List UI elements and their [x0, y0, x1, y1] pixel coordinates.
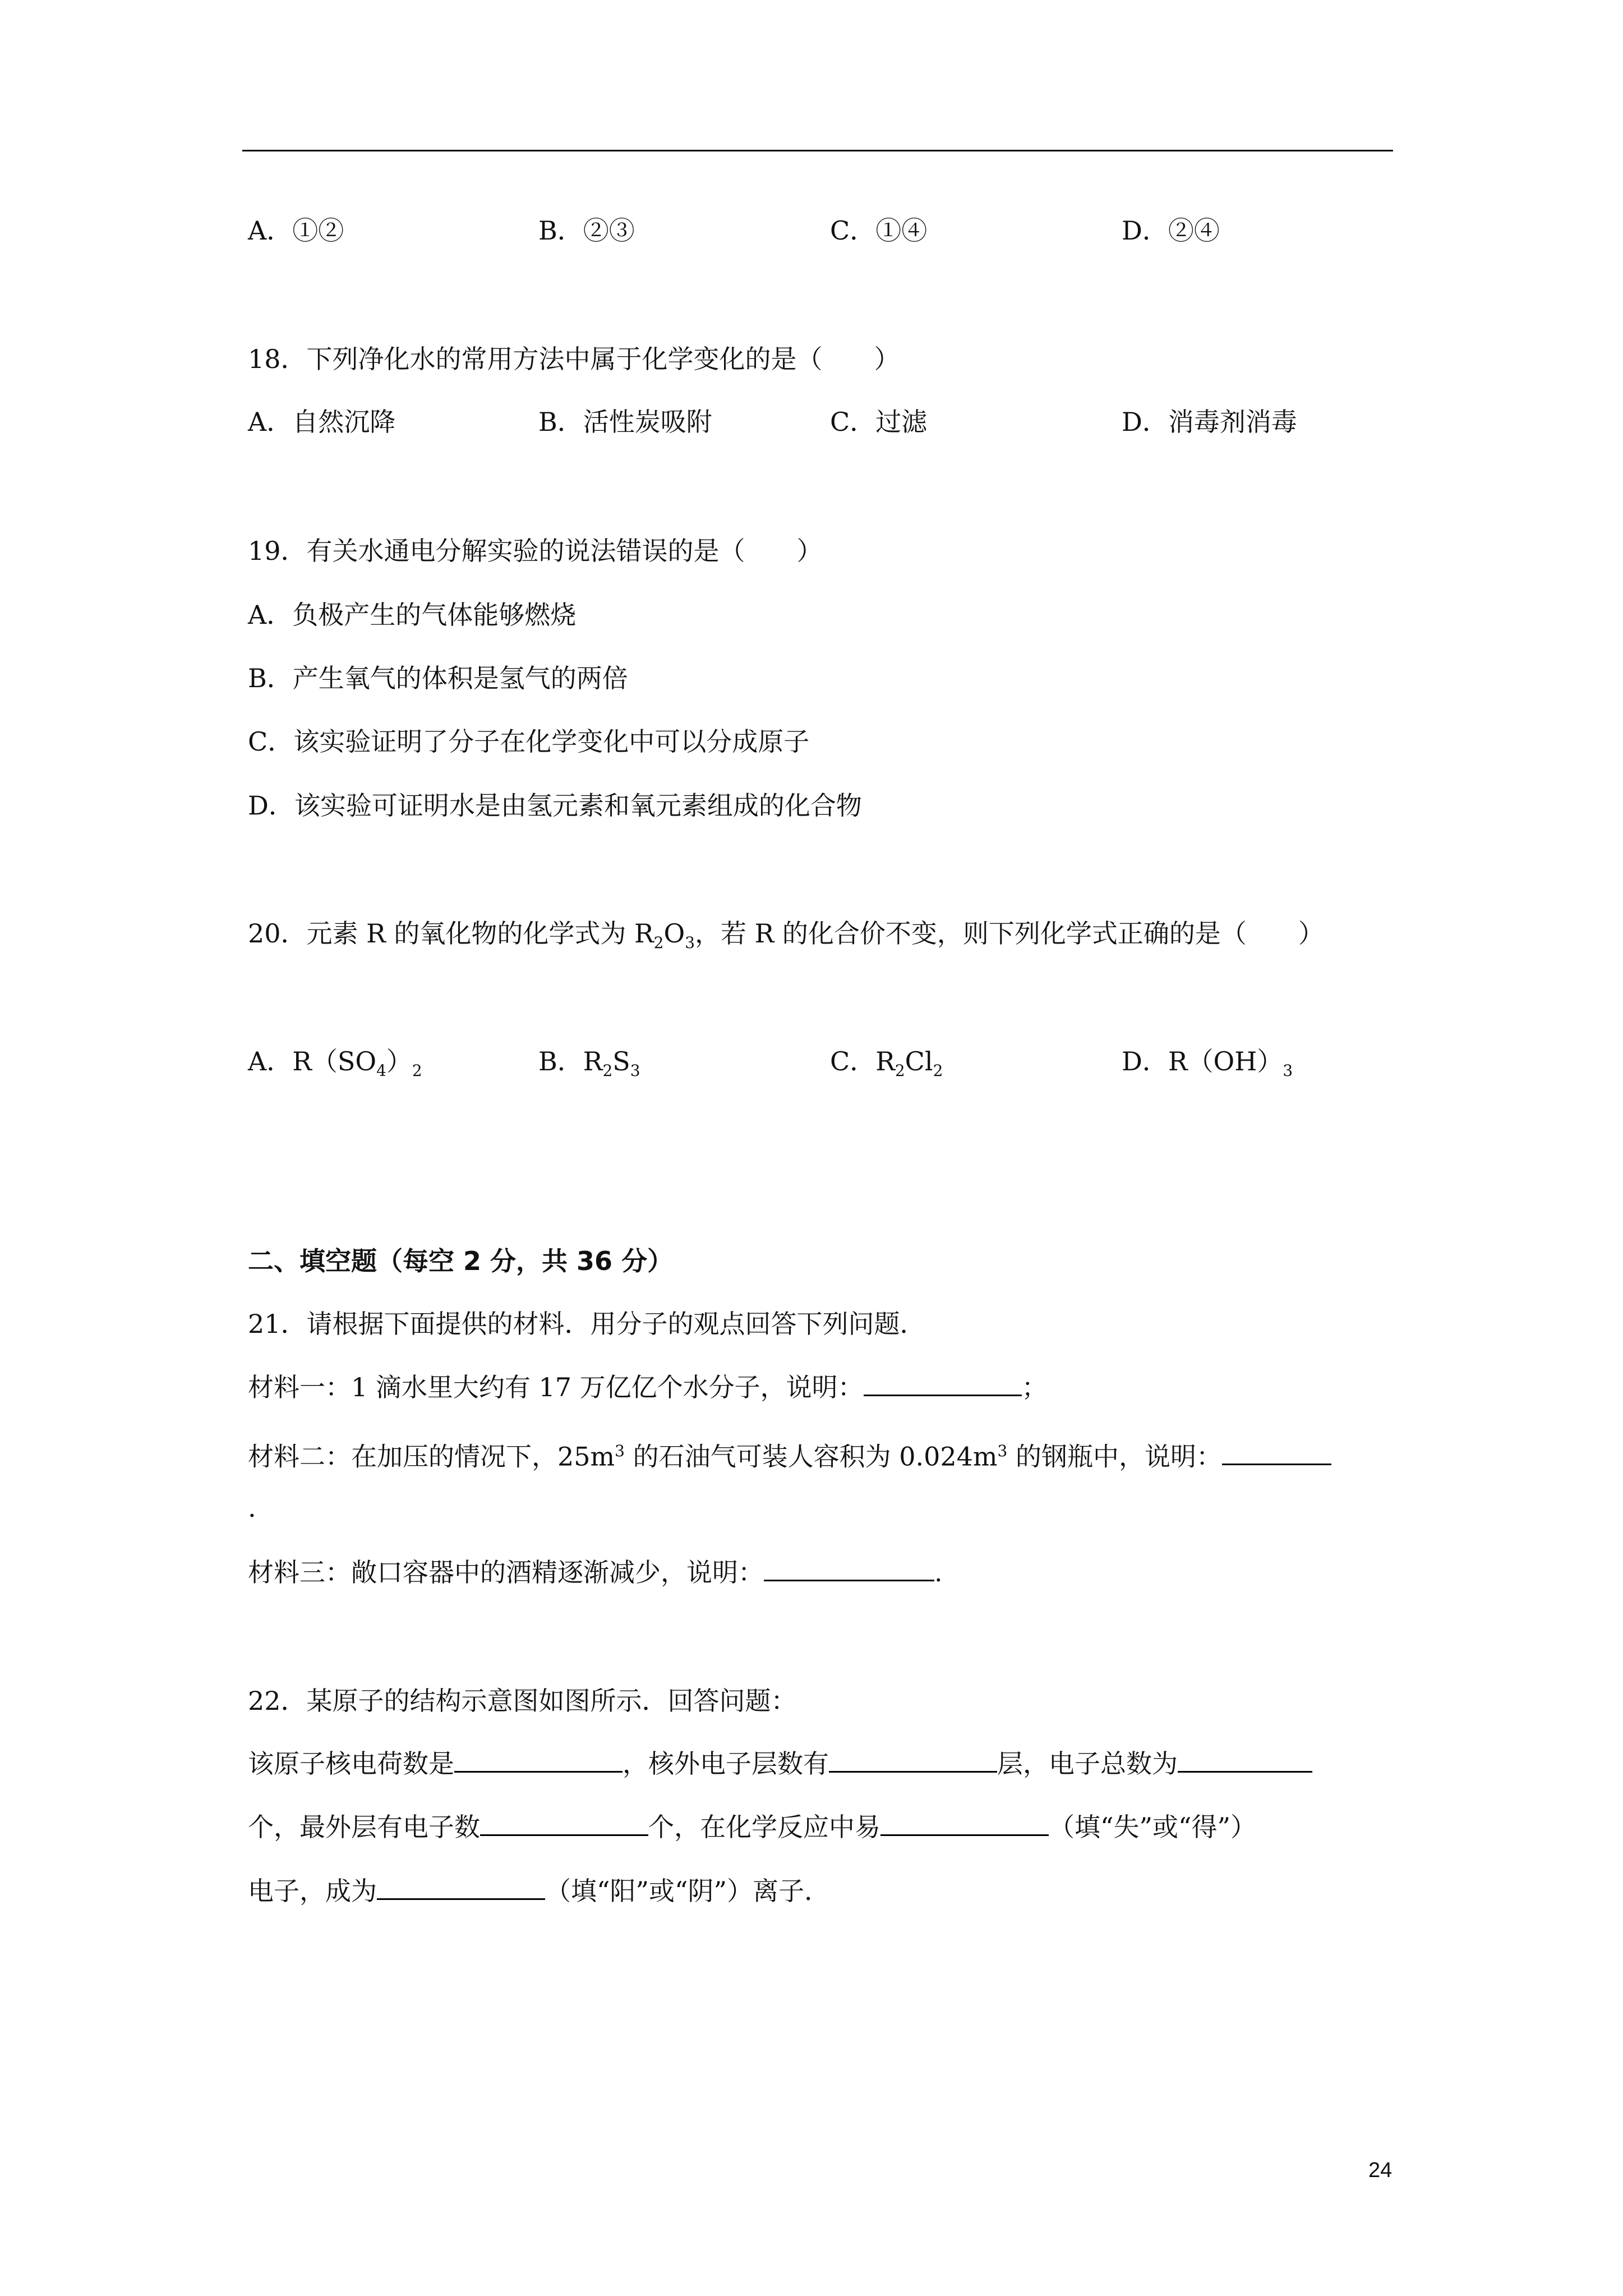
material-text: 的石油气可装人容积为 0.024m [624, 1441, 998, 1472]
material-text: 的钢瓶中，说明： [1007, 1441, 1222, 1472]
q18-option-d: D．消毒剂消毒 [1122, 407, 1297, 437]
page-number: 24 [1368, 2159, 1393, 2182]
formula-part: A．R（SO [248, 1046, 377, 1076]
punctuation: . [934, 1557, 943, 1588]
material-text: 材料一：1 滴水里大约有 17 万亿亿个水分子，说明： [248, 1372, 864, 1402]
subscript: 3 [1283, 1061, 1293, 1080]
subscript: 4 [376, 1061, 386, 1080]
answer-blank[interactable] [1222, 1439, 1331, 1465]
formula-part: C．R [830, 1046, 895, 1076]
punctuation: ； [1021, 1372, 1048, 1402]
question-text: （填“失”或“得”） [1049, 1812, 1257, 1842]
section-heading: 二、填空题（每空 2 分，共 36 分） [248, 1246, 674, 1276]
answer-blank[interactable] [480, 1810, 648, 1836]
answer-blank[interactable] [829, 1746, 997, 1773]
question-text: ，核外电子层数有 [623, 1749, 829, 1779]
q22-line-1 [248, 1746, 1312, 1780]
answer-blank[interactable] [864, 1370, 1022, 1396]
subscript: 2 [895, 1061, 905, 1080]
q22-stem: 22．某原子的结构示意图如图所示．回答问题： [248, 1686, 797, 1716]
q21-material-2-end: . [248, 1493, 256, 1523]
subscript: 2 [933, 1061, 943, 1080]
formula-part: ） [386, 1046, 412, 1076]
q20-option-c [830, 1045, 943, 1088]
q20-stem-part: O [663, 918, 685, 949]
q20-stem [248, 917, 1324, 960]
q18-stem: 18．下列净化水的常用方法中属于化学变化的是（ ） [248, 344, 900, 374]
q17-option-d: D．②④ [1122, 215, 1220, 246]
question-text: 该原子核电荷数是 [248, 1749, 454, 1779]
question-text: 层，电子总数为 [997, 1749, 1178, 1779]
subscript: 3 [630, 1061, 640, 1080]
question-text: （填“阳”或“阴”）离子． [545, 1876, 831, 1906]
header-rule [242, 150, 1393, 151]
formula-part: D．R（OH） [1122, 1046, 1283, 1076]
answer-blank[interactable] [377, 1874, 545, 1900]
subscript: 3 [685, 933, 695, 953]
formula-part: Cl [905, 1046, 933, 1076]
answer-blank[interactable] [880, 1810, 1049, 1836]
question-text: 电子，成为 [248, 1876, 377, 1906]
subscript: 2 [653, 933, 664, 953]
q19-option-a: A．负极产生的气体能够燃烧 [248, 600, 577, 630]
question-text: 个，最外层有电子数 [248, 1812, 480, 1842]
q20-option-b [538, 1045, 640, 1088]
q17-option-b: B．②③ [538, 215, 635, 246]
q20-option-a [248, 1045, 422, 1088]
material-text: 材料二：在加压的情况下，25m [248, 1441, 615, 1472]
q21-material-3 [248, 1555, 943, 1589]
q20-stem-part: 20．元素 R 的氧化物的化学式为 R [248, 918, 654, 949]
q21-material-2 [248, 1434, 1331, 1473]
superscript: 3 [997, 1442, 1008, 1460]
q19-stem: 19．有关水通电分解实验的说法错误的是（ ） [248, 536, 823, 566]
answer-blank[interactable] [1178, 1746, 1312, 1773]
q18-option-c: C．过滤 [830, 407, 928, 437]
q17-option-c: C．①④ [830, 215, 928, 246]
q17-option-a: A．①② [248, 215, 344, 246]
q22-line-3 [248, 1874, 830, 1908]
q19-option-d: D．该实验可证明水是由氢元素和氧元素组成的化合物 [248, 790, 862, 821]
q21-material-1 [248, 1370, 1048, 1404]
superscript: 3 [615, 1442, 625, 1460]
formula-part: B．R [538, 1046, 603, 1076]
q22-line-2 [248, 1810, 1256, 1844]
q20-option-d [1122, 1045, 1293, 1088]
q20-stem-part: ，若 R 的化合价不变，则下列化学式正确的是（ ） [695, 918, 1324, 949]
q18-option-b: B．活性炭吸附 [538, 407, 712, 437]
q19-option-c: C．该实验证明了分子在化学变化中可以分成原子 [248, 726, 810, 757]
answer-blank[interactable] [454, 1746, 623, 1773]
formula-part: S [612, 1046, 630, 1076]
material-text: 材料三：敞口容器中的酒精逐渐减少，说明： [248, 1557, 764, 1588]
answer-blank[interactable] [764, 1555, 934, 1581]
q21-stem: 21．请根据下面提供的材料．用分子的观点回答下列问题． [248, 1309, 926, 1339]
q18-option-a: A．自然沉降 [248, 407, 396, 437]
subscript: 2 [412, 1061, 422, 1080]
question-text: 个，在化学反应中易 [648, 1812, 880, 1842]
q19-option-b: B．产生氧气的体积是氢气的两倍 [248, 663, 628, 693]
subscript: 2 [602, 1061, 613, 1080]
